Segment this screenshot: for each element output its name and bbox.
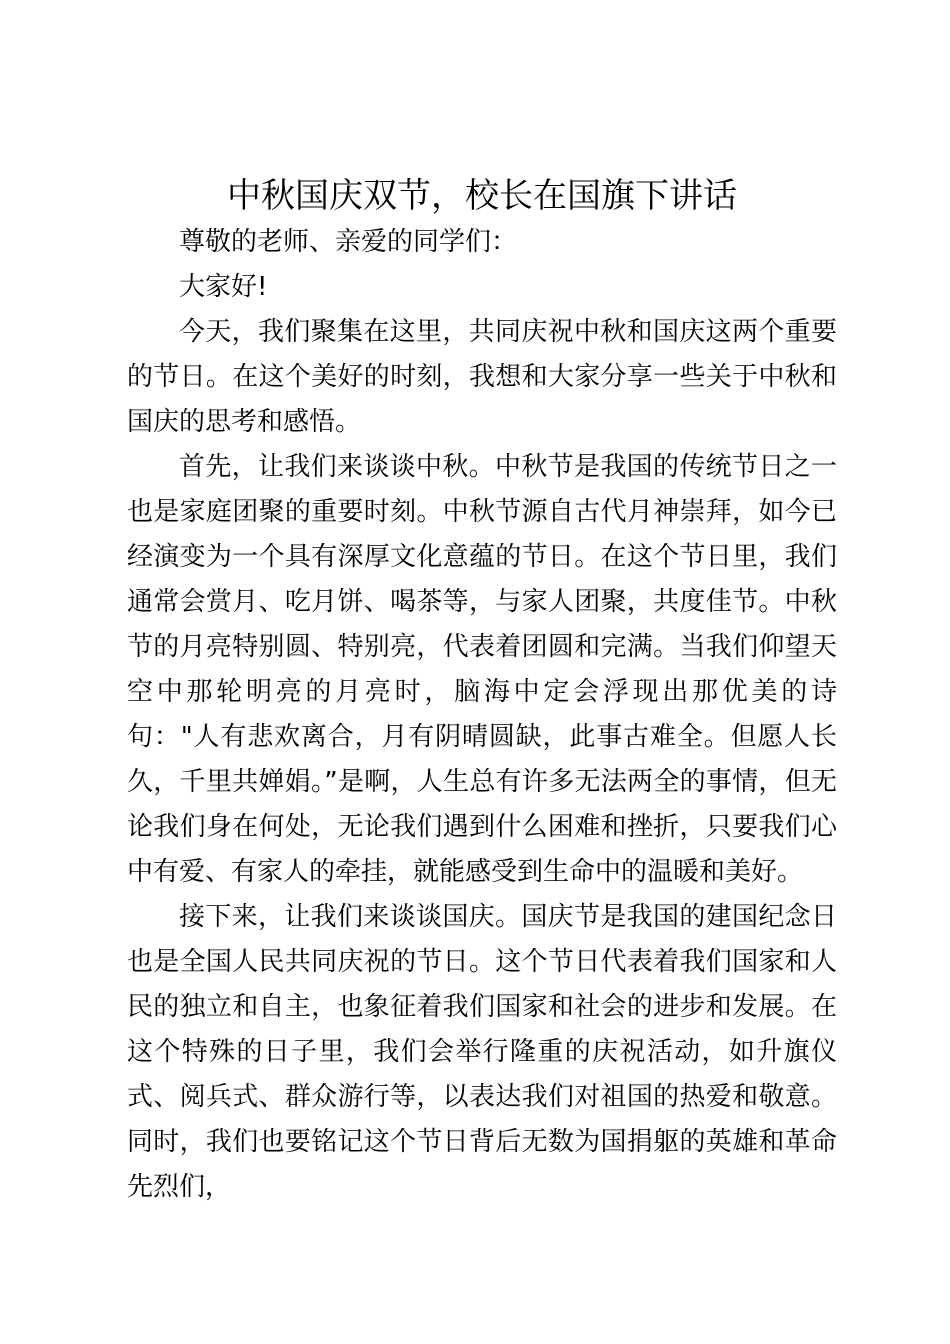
greeting-line: 尊敬的老师、亲爱的同学们： — [179, 227, 518, 257]
paragraph-intro: 今天，我们聚集在这里，共同庆祝中秋和国庆这两个重要的节日。在这个美好的时刻，我想和大家分享一些关于中秋和国庆的思考和感悟。 — [127, 317, 837, 437]
document-page — [127, 172, 837, 1210]
paragraph-mid-autumn: 首先，让我们来谈谈中秋。中秋节是我国的传统节日之一也是家庭团聚的重要时刻。中秋节源自古代月神崇拜，如今已经演变为一个具有深厚文化意蕴的节日。在这个节日里，我们通常会赏月、吃月饼、喝茶等，与家人团聚，共度佳节。中秋节的月亮特别圆、特别亮，代表着团圆和完满。当我们仰望天空中那轮明亮的月亮时，脑海中定会浮现出那优美的诗句："人有悲欢离合，月有阴晴圆缺，此事古难全。但愿人长久，千里共婵娟。”是啊，人生总有许多无法两全的事情，但无论我们身在何处，无论我们遇到什么困难和挫折，只要我们心中有爱、有家人的牵挂，就能感受到生命中的温暖和美好。 — [127, 452, 837, 887]
hello-line: 大家好! — [179, 272, 268, 302]
document-title: 中秋国庆双节，校长在国旗下讲话 — [227, 176, 737, 216]
paragraph-national-day: 接下来，让我们来谈谈国庆。国庆节是我国的建国纪念日也是全国人民共同庆祝的节日。这个节日代表着我们国家和人民的独立和自主，也象征着我们国家和社会的进步和发展。在这个特殊的日子里，我们会举行隆重的庆祝活动，如升旗仪式、阅兵式、群众游行等，以表达我们对祖国的热爱和敬意。同时，我们也要铭记这个节日背后无数为国捐躯的英雄和革命先烈们， — [127, 902, 837, 1202]
